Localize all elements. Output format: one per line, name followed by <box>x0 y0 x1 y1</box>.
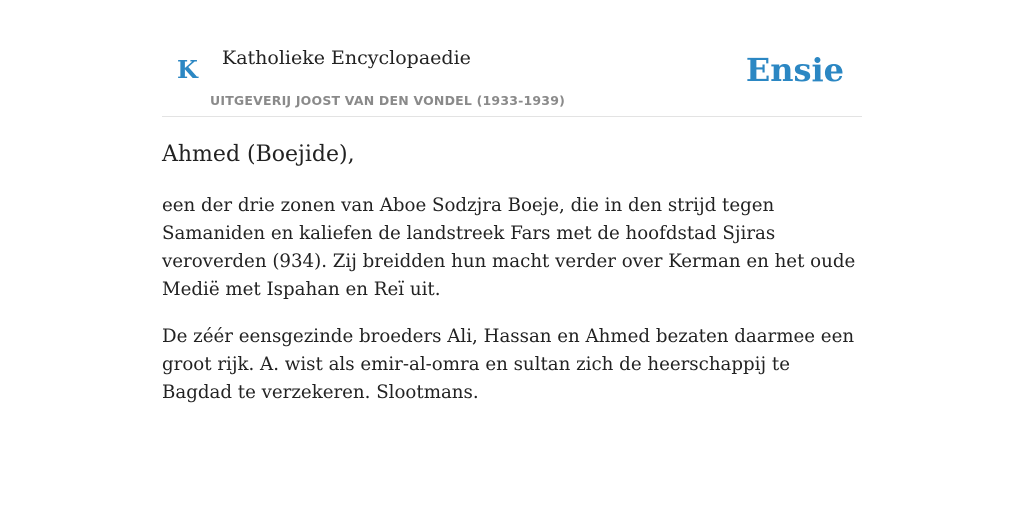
encyclopedia-header <box>162 0 862 117</box>
article-paragraph: De zéér eensgezinde broeders Ali, Hassan en Ahmed bezaten daarmee een groot rijk. A. wist als emir-al-omra en sultan zich de heerschappij te Bagdad te verzekeren. Slootmans. <box>162 326 855 403</box>
encyclopedia-logo[interactable]: K <box>177 55 198 84</box>
article-paragraph: een der drie zonen van Aboe Sodzjra Boeje, die in den strijd tegen Samaniden en kaliefen de landstreek Fars met de hoofdstad Sjiras veroverden (934). Zij breidden hun macht verder over Kerman en het oude Medië met Ispahan en Reï uit. <box>162 195 856 300</box>
article <box>162 135 862 407</box>
encyclopedia-title-link[interactable]: Katholieke Encyclopaedie <box>222 47 471 69</box>
publisher-subtitle: UITGEVERIJ JOOST VAN DEN VONDEL (1933-1939) <box>210 93 566 108</box>
article-title: Ahmed (Boejide), <box>162 142 355 167</box>
ensie-logo[interactable]: Ensie <box>745 51 844 89</box>
